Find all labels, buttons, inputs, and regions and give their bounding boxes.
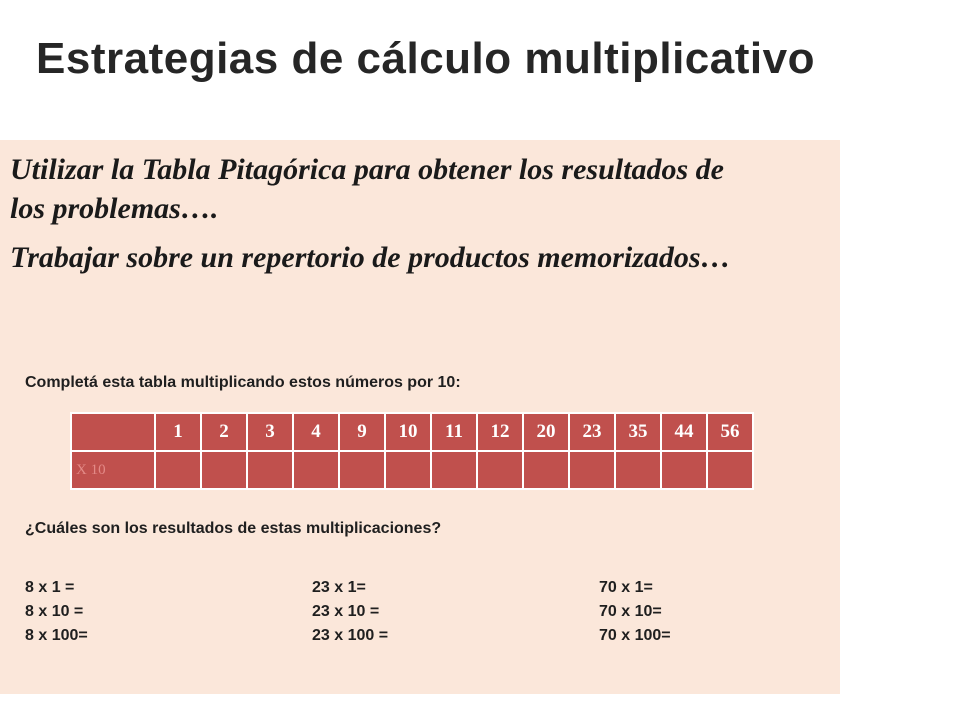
operation-23x1: 23 x 1= bbox=[312, 579, 366, 596]
operations-column-23 bbox=[312, 576, 388, 648]
operation-70x100: 70 x 100= bbox=[599, 627, 671, 644]
operation-8x100: 8 x 100= bbox=[25, 627, 88, 644]
answer-cell[interactable] bbox=[247, 451, 293, 489]
answer-cell[interactable] bbox=[385, 451, 431, 489]
number-cell: 35 bbox=[615, 413, 661, 451]
answer-cell[interactable] bbox=[477, 451, 523, 489]
slide-title: Estrategias de cálculo multiplicativo bbox=[36, 34, 815, 83]
answer-cell[interactable] bbox=[293, 451, 339, 489]
number-cell: 3 bbox=[247, 413, 293, 451]
operation-70x1: 70 x 1= bbox=[599, 579, 653, 596]
answer-cell[interactable] bbox=[661, 451, 707, 489]
row-label-x10: X 10 bbox=[71, 451, 155, 489]
operations-column-70 bbox=[599, 576, 671, 648]
operation-70x10: 70 x 10= bbox=[599, 603, 662, 620]
operation-23x100: 23 x 100 = bbox=[312, 627, 389, 644]
number-cell: 56 bbox=[707, 413, 753, 451]
intro-line-2: Trabajar sobre un repertorio de productos memorizados… bbox=[10, 241, 731, 274]
number-cell: 11 bbox=[431, 413, 477, 451]
number-cell: 1 bbox=[155, 413, 201, 451]
operation-8x10: 8 x 10 = bbox=[25, 603, 84, 620]
number-cell: 44 bbox=[661, 413, 707, 451]
answer-cell[interactable] bbox=[569, 451, 615, 489]
answer-cell[interactable] bbox=[155, 451, 201, 489]
number-cell: 12 bbox=[477, 413, 523, 451]
table-instruction: Completá esta tabla multiplicando estos números por 10: bbox=[25, 374, 461, 391]
number-cell: 4 bbox=[293, 413, 339, 451]
numbers-row bbox=[71, 413, 753, 451]
intro-text bbox=[10, 150, 750, 287]
number-cell: 2 bbox=[201, 413, 247, 451]
operations-column-8 bbox=[25, 576, 88, 648]
multiplication-table bbox=[70, 412, 754, 490]
number-cell: 20 bbox=[523, 413, 569, 451]
answer-cell[interactable] bbox=[339, 451, 385, 489]
number-cell: 9 bbox=[339, 413, 385, 451]
number-cell: 23 bbox=[569, 413, 615, 451]
answer-cell[interactable] bbox=[615, 451, 661, 489]
corner-cell bbox=[71, 413, 155, 451]
intro-line-1: Utilizar la Tabla Pitagórica para obtener los resultados de los problemas…. bbox=[10, 153, 724, 225]
operation-8x1: 8 x 1 = bbox=[25, 579, 75, 596]
number-cell: 10 bbox=[385, 413, 431, 451]
answer-cell[interactable] bbox=[431, 451, 477, 489]
answers-row bbox=[71, 451, 753, 489]
answer-cell[interactable] bbox=[201, 451, 247, 489]
operations-question: ¿Cuáles son los resultados de estas multiplicaciones? bbox=[25, 520, 442, 537]
operation-23x10: 23 x 10 = bbox=[312, 603, 380, 620]
answer-cell[interactable] bbox=[523, 451, 569, 489]
answer-cell[interactable] bbox=[707, 451, 753, 489]
